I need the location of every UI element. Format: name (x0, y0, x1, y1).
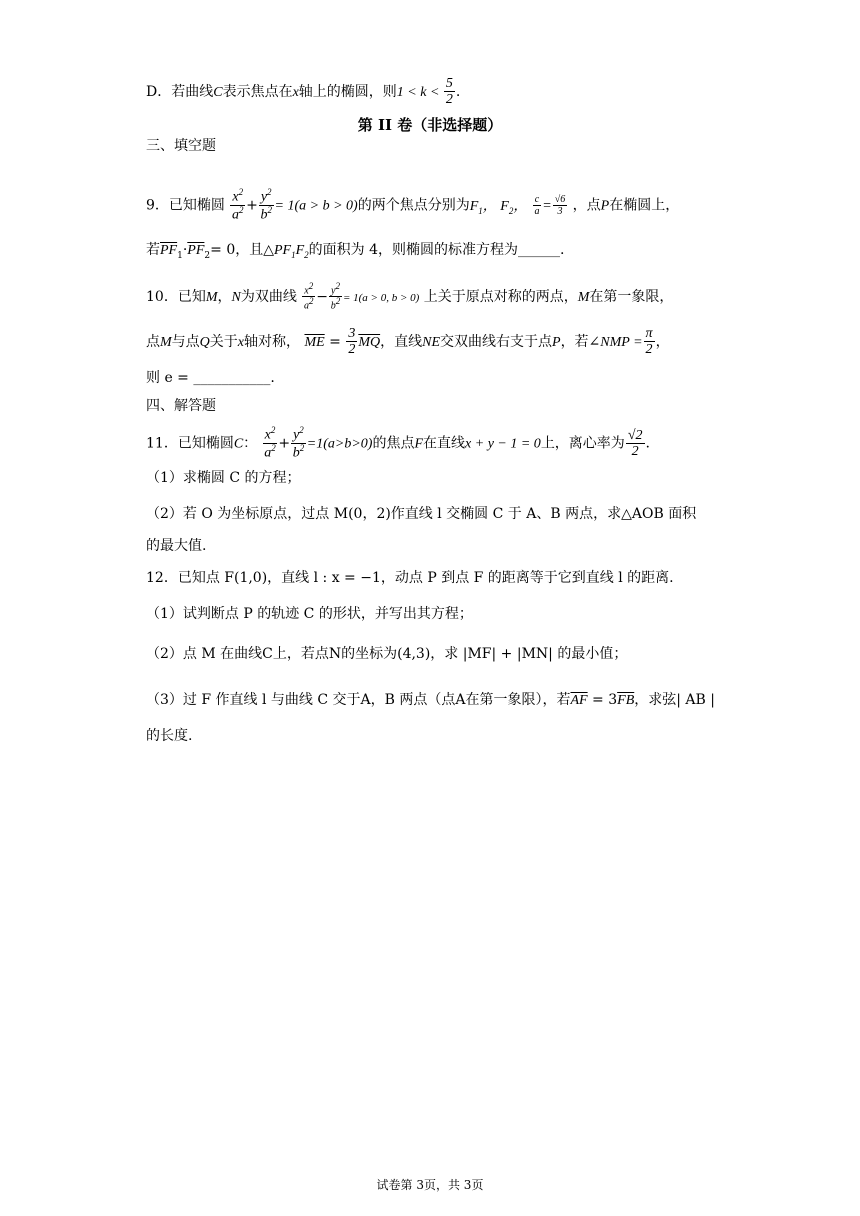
q12-part1: （1）试判断点 P 的轨迹 C 的形状，并写出其方程； (146, 606, 473, 622)
section-title: 第 II 卷（非选择题） (357, 116, 503, 134)
option-d: D．若曲线C表示焦点在x轴上的椭圆，则1 < k < $\frac{5}{2}$ . (146, 76, 461, 108)
q11-part2-cont: 的最大值. (146, 538, 207, 554)
q10-line3: 则 e = ___________. (146, 370, 275, 386)
q9-line1: 9．已知椭圆 $\frac{x^2}{a^2}$ + $\frac{y^2}{b^2}$ = 1(a > b > 0)的两个焦点分别为$F_1$， $F_2$， $\frac{c}{a}$ = $\frac{√6}{3}$ ，点P在椭圆上， (146, 187, 680, 223)
part3-heading: 三、填空题 (146, 138, 216, 154)
q12-line1: 12．已知点 F(1,0)，直线 l : x = −1，动点 P 到点 F 的距离等于它到直线 l 的距离. (146, 570, 674, 586)
q10-line1: 10．已知M，N为双曲线 $\frac{x^2}{a^2}$ − $\frac{y^2}{b^2}$ = 1(a > 0, b > 0) 上关于原点对称的两点，M在第一象限， (146, 281, 674, 312)
q10-line2: 点M与点Q关于x轴对称， $\overline{ME}$ = $\frac{3}{2}$ $\overline{MQ}$，直线NE交双曲线右支于点P，若∠NMP = $\frac{\pi}{2}$ ， (146, 326, 670, 358)
fraction: $\frac{5}{2}$ (445, 76, 453, 108)
q11-line1: 11．已知椭圆C： $\frac{x^2}{a^2}$ + $\frac{y^2}{b^2}$ =1(a>b>0)的焦点F在直线x + y − 1 = 0上，离心率为 $\frac{√2}{2}$ . (146, 425, 650, 461)
q12-part2: （2）点 M 在曲线C上，若点N的坐标为(4,3)，求 |MF| + |MN| 的最小值； (146, 646, 628, 662)
part4-heading: 四、解答题 (146, 398, 216, 414)
q12-part3-cont: 的长度. (146, 728, 193, 744)
q11-part2: （2）若 O 为坐标原点，过点 M(0，2)作直线 l 交椭圆 C 于 A、B 两点，求△AOB 面积 (146, 506, 697, 522)
q9-line2: 若$\overline{PF}_1\cdot\overline{PF}_2= 0$，且$\triangle PF_1F_2$的面积为 4，则椭圆的标准方程为______. (146, 242, 565, 261)
q11-part1: （1）求椭圆 C 的方程； (146, 470, 301, 486)
page-footer: 试卷第 3页，共 3页 (376, 1178, 484, 1192)
q12-part3: （3）过 F 作直线 l 与曲线 C 交于A，B 两点（点A在第一象限），若$\overline{AF} = 3\overline{FB}$，求弦| AB | (146, 692, 715, 708)
